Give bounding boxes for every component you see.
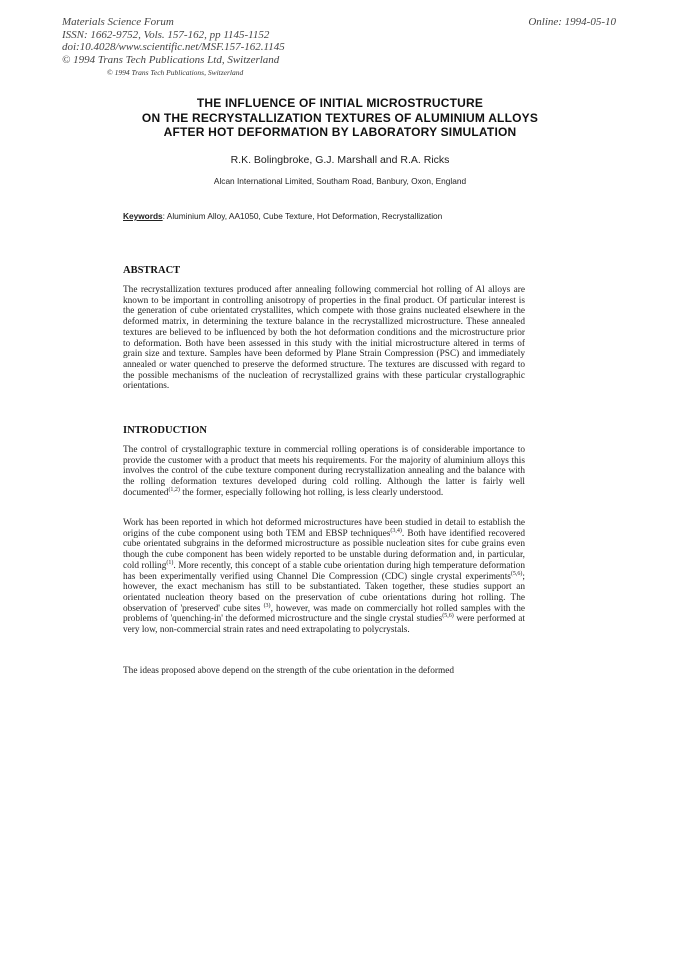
keywords <box>123 211 543 221</box>
citation: (1,2) <box>168 486 180 493</box>
title-line-2: ON THE RECRYSTALLIZATION TEXTURES OF ALUMINIUM ALLOYS <box>141 110 539 125</box>
introduction-heading: INTRODUCTION <box>123 425 208 436</box>
title-line-3: AFTER HOT DEFORMATION BY LABORATORY SIMULATION <box>163 125 517 139</box>
doi-line: doi:10.4028/www.scientific.net/MSF.157-162.1145 <box>62 41 285 53</box>
keywords-label: Keywords <box>123 211 163 221</box>
journal-header <box>62 16 285 66</box>
citation: (3) <box>263 602 271 609</box>
intro-paragraph-3: The ideas proposed above depend on the strength of the cube orientation in the deformed <box>123 666 454 676</box>
abstract-heading: ABSTRACT <box>123 265 181 276</box>
journal-name: Materials Science Forum <box>62 16 174 28</box>
citation: (1) <box>166 559 174 566</box>
keywords-text: : Aluminium Alloy, AA1050, Cube Texture, Hot Deformation, Recrystallization <box>162 211 443 221</box>
abstract-text: The recrystallization textures produced after annealing following commercial hot rolling of Al alloys are known to be important in controlling anisotropy of properties in the final product. Of particular interest is the generation of cube orientated crystallites, which compete with those grains nucleated elsewhere in the deformed matrix, in determining the texture balance in the recrystallized microstructure. These annealed textures are believed to be influenced by both the hot deformation conditions and the microstructure prior to deformation. Both have been assessed in this study with the initial microstructure altered in terms of grain size and texture. Samples have been deformed by Plane Strain Compression (PSC) and immediately annealed or water quenched to preserve the deformed structure. The textures are discussed with regard to the possible mechanisms of the nucleation of recrystallized grains with these particular crystallographic orientations. <box>123 285 525 392</box>
issn-line: ISSN: 1662-9752, Vols. 157-162, pp 1145-1152 <box>62 28 270 41</box>
online-date: Online: 1994-05-10 <box>528 16 616 28</box>
citation: (5,6) <box>510 570 523 577</box>
citation: (3,4) <box>390 527 402 534</box>
small-copyright: © 1994 Trans Tech Publications, Switzerland <box>107 68 244 77</box>
authors: R.K. Bolingbroke, G.J. Marshall and R.A. Ricks <box>230 154 450 166</box>
intro-paragraph-2: Work has been reported in which hot deformed microstructures have been studied in detail to establish the origins of the cube component using both TEM and EBSP techniques$^{(3,4)}$. Both have identified recovered cube orientated subgrains in the deformed microstructure as possible nucleation sites for cube grains even though the cube component has been widely reported to be unstable during deformation and, in particular, cold rolling$^{(1)}$. More recently, this concept of a stable cube orientation during high temperature deformation has been experimentally verified using Channel Die Compression (CDC) single crystal experiments$^{(5,6)}$; however, the exact mechanism has still to be substantiated. Taken together, these studies support an orientated nucleation theory based on the preservation of cube orientations during hot rolling. The observation of 'preserved' cube sites $^{(3)}$, however, was made on commercially hot rolled samples with the problems of 'quenching-in' the deformed microstructure and the single crystal studies$^{(5,6)}$ were performed at very low, non-commercial strain rates and need extrapolating to polycrystals. <box>123 518 526 636</box>
intro-paragraph-1: The control of crystallographic texture in commercial rolling operations is of considerable importance to provide the customer with a product that meets his requirements. For the majority of aluminium alloys this involves the control of the cube texture component during recrystallization annealing and the balance with the rolling deformation textures developed during cold rolling. Although the latter is fairly well documented$^{(1,2)}$ the former, especially following hot rolling, is less clearly understood. <box>123 445 525 498</box>
citation: (5,6) <box>442 613 454 620</box>
title-line-1: THE INFLUENCE OF INITIAL MICROSTRUCTURE <box>196 96 484 110</box>
copyright-line: © 1994 Trans Tech Publications Ltd, Switzerland <box>62 53 280 66</box>
paper-title <box>60 96 620 140</box>
affiliation: Alcan International Limited, Southam Road, Banbury, Oxon, England <box>213 176 467 186</box>
